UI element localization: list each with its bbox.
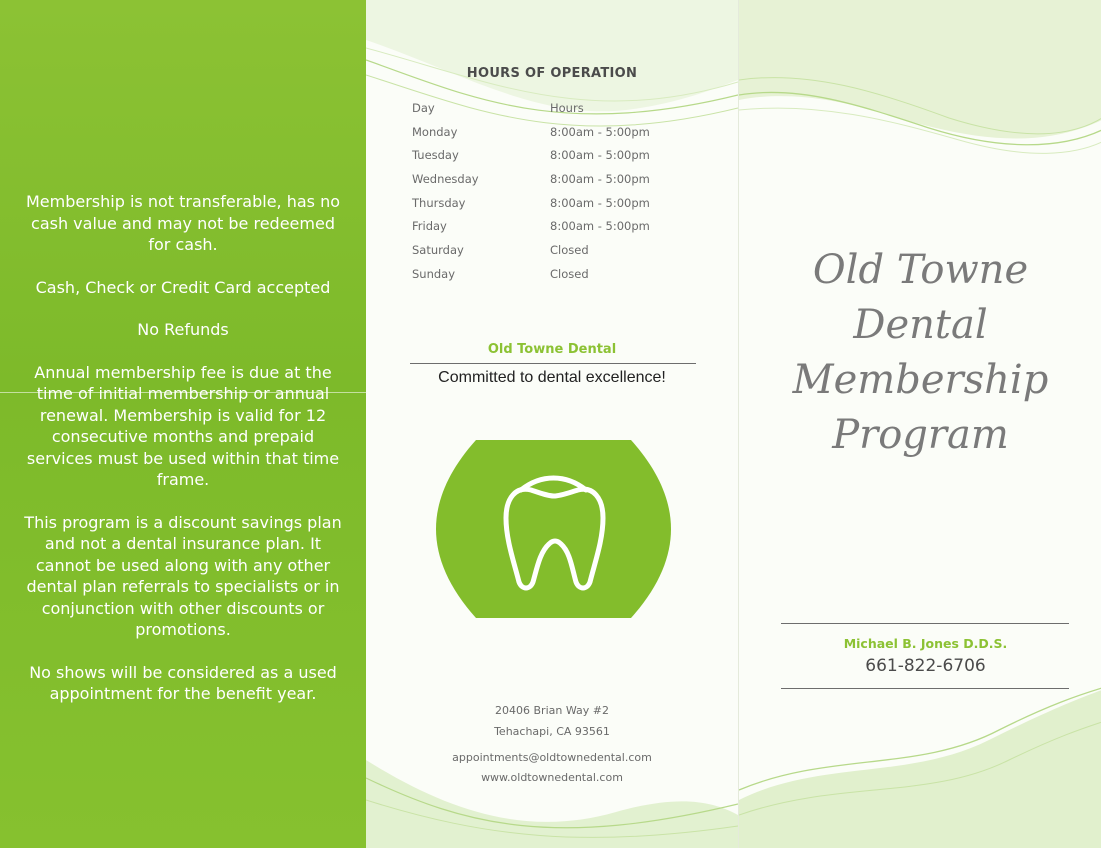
hours-time: 8:00am - 5:00pm — [550, 148, 650, 163]
hours-day: Wednesday — [412, 171, 479, 186]
hours-row — [412, 191, 650, 215]
title-line: Old Towne — [812, 247, 1029, 293]
policy-paragraph: This program is a discount savings plan and not a dental insurance plan. It cannot be used along with any other dental plan referrals to specialists or in conjunction with other discounts or promotions. — [24, 512, 342, 639]
hours-time: 8:00am - 5:00pm — [550, 195, 650, 210]
divider-line — [410, 363, 696, 364]
policy-paragraph: No shows will be considered as a used appointment for the benefit year. — [29, 662, 337, 703]
policy-paragraph: Cash, Check or Credit Card accepted — [35, 277, 331, 297]
hours-table — [412, 96, 650, 286]
hours-header-hours: Hours — [550, 100, 584, 115]
divider-line — [781, 623, 1069, 624]
hours-day: Monday — [412, 124, 458, 139]
hours-day: Thursday — [412, 195, 466, 210]
hours-title: HOURS OF OPERATION — [466, 66, 638, 81]
hours-row — [412, 214, 650, 238]
hours-day: Tuesday — [412, 148, 459, 163]
hours-time: 8:00am - 5:00pm — [550, 171, 650, 186]
tooth-icon — [436, 440, 671, 618]
policy-paragraph: Membership is not transferable, has no cash value and may not be redeemed for cash. — [25, 192, 341, 254]
hours-time: Closed — [550, 242, 589, 257]
address-line: Tehachapi, CA 93561 — [494, 725, 610, 738]
contact-info — [366, 748, 738, 788]
hours-time: Closed — [550, 266, 589, 281]
policy-paragraph: Annual membership fee is due at the time of initial membership or annual renewal. Membership is valid for 12 consecutive months and prepaid services must be used within that time frame. — [26, 362, 340, 489]
hours-time: 8:00am - 5:00pm — [550, 124, 650, 139]
brand-name: Old Towne Dental — [487, 342, 617, 357]
phone-number: 661-822-6706 — [865, 656, 986, 676]
middle-panel — [366, 0, 738, 848]
left-panel — [0, 0, 366, 848]
divider-line — [781, 688, 1069, 689]
hours-row — [412, 143, 650, 167]
hours-time: 8:00am - 5:00pm — [550, 219, 650, 234]
hours-day: Sunday — [412, 266, 456, 281]
hours-day: Saturday — [412, 242, 464, 257]
address — [366, 700, 738, 742]
website-text: www.oldtownedental.com — [481, 771, 623, 784]
address-line: 20406 Brian Way #2 — [495, 704, 609, 717]
hours-day: Friday — [412, 219, 447, 234]
email-text: appointments@oldtownedental.com — [452, 751, 652, 764]
right-panel — [738, 0, 1101, 848]
hours-header-row — [412, 96, 650, 120]
title-line: Membership — [792, 357, 1049, 403]
doctor-name: Michael B. Jones D.D.S. — [843, 636, 1008, 651]
policy-text — [24, 191, 342, 726]
hours-row — [412, 262, 650, 286]
hours-row — [412, 238, 650, 262]
title-line: Dental — [853, 302, 988, 348]
hours-row — [412, 120, 650, 144]
hours-row — [412, 167, 650, 191]
hours-header-day: Day — [412, 100, 435, 115]
tagline: Committed to dental excellence! — [438, 369, 666, 386]
program-title — [739, 243, 1101, 463]
title-line: Program — [832, 412, 1009, 458]
policy-paragraph: No Refunds — [137, 320, 229, 339]
